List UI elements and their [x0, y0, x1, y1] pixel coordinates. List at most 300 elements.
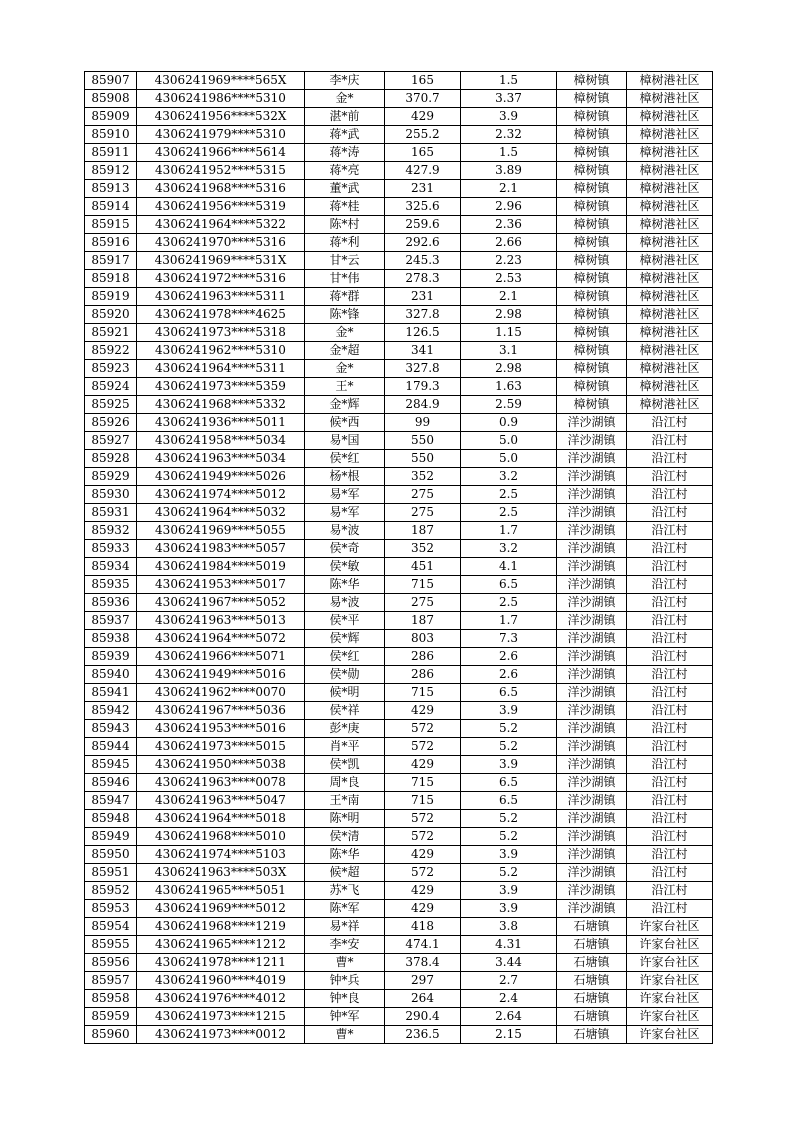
- area-cell: 2.6: [461, 648, 557, 666]
- town-cell: 洋沙湖镇: [557, 702, 627, 720]
- amount-cell: 275: [385, 504, 461, 522]
- name-cell: 甘*云: [305, 252, 385, 270]
- table-row: [85, 90, 713, 108]
- town-cell: 洋沙湖镇: [557, 720, 627, 738]
- name-cell: 易*军: [305, 486, 385, 504]
- community-cell: 沿江村: [627, 774, 713, 792]
- amount-cell: 286: [385, 666, 461, 684]
- serial-number-cell: 85939: [85, 648, 137, 666]
- community-cell: 沿江村: [627, 630, 713, 648]
- serial-number-cell: 85912: [85, 162, 137, 180]
- table-row: [85, 414, 713, 432]
- amount-cell: 803: [385, 630, 461, 648]
- town-cell: 洋沙湖镇: [557, 468, 627, 486]
- serial-number-cell: 85948: [85, 810, 137, 828]
- name-cell: 苏*飞: [305, 882, 385, 900]
- name-cell: 钟*军: [305, 1008, 385, 1026]
- community-cell: 樟树港社区: [627, 198, 713, 216]
- town-cell: 石塘镇: [557, 1026, 627, 1044]
- town-cell: 石塘镇: [557, 1008, 627, 1026]
- area-cell: 3.8: [461, 918, 557, 936]
- town-cell: 樟树镇: [557, 216, 627, 234]
- serial-number-cell: 85946: [85, 774, 137, 792]
- serial-number-cell: 85922: [85, 342, 137, 360]
- serial-number-cell: 85957: [85, 972, 137, 990]
- community-cell: 沿江村: [627, 666, 713, 684]
- table-row: [85, 324, 713, 342]
- table-row: [85, 270, 713, 288]
- area-cell: 2.59: [461, 396, 557, 414]
- serial-number-cell: 85930: [85, 486, 137, 504]
- serial-number-cell: 85907: [85, 72, 137, 90]
- name-cell: 周*良: [305, 774, 385, 792]
- amount-cell: 427.9: [385, 162, 461, 180]
- community-cell: 沿江村: [627, 486, 713, 504]
- amount-cell: 259.6: [385, 216, 461, 234]
- table-row: [85, 288, 713, 306]
- area-cell: 2.98: [461, 360, 557, 378]
- records-table: [84, 71, 713, 1044]
- town-cell: 洋沙湖镇: [557, 756, 627, 774]
- name-cell: 董*武: [305, 180, 385, 198]
- id-number-cell: 4306241963****5034: [137, 450, 305, 468]
- area-cell: 1.5: [461, 144, 557, 162]
- table-row: [85, 198, 713, 216]
- id-number-cell: 4306241949****5016: [137, 666, 305, 684]
- town-cell: 洋沙湖镇: [557, 666, 627, 684]
- amount-cell: 231: [385, 180, 461, 198]
- amount-cell: 284.9: [385, 396, 461, 414]
- amount-cell: 550: [385, 450, 461, 468]
- name-cell: 杨*根: [305, 468, 385, 486]
- area-cell: 3.9: [461, 882, 557, 900]
- community-cell: 樟树港社区: [627, 378, 713, 396]
- name-cell: 蒋*利: [305, 234, 385, 252]
- area-cell: 7.3: [461, 630, 557, 648]
- name-cell: 彭*庚: [305, 720, 385, 738]
- serial-number-cell: 85949: [85, 828, 137, 846]
- name-cell: 李*安: [305, 936, 385, 954]
- area-cell: 0.9: [461, 414, 557, 432]
- id-number-cell: 4306241956****5319: [137, 198, 305, 216]
- id-number-cell: 4306241974****5103: [137, 846, 305, 864]
- id-number-cell: 4306241978****4625: [137, 306, 305, 324]
- name-cell: 李*庆: [305, 72, 385, 90]
- amount-cell: 286: [385, 648, 461, 666]
- community-cell: 沿江村: [627, 756, 713, 774]
- town-cell: 石塘镇: [557, 990, 627, 1008]
- name-cell: 蒋*武: [305, 126, 385, 144]
- serial-number-cell: 85919: [85, 288, 137, 306]
- community-cell: 沿江村: [627, 504, 713, 522]
- area-cell: 3.9: [461, 846, 557, 864]
- id-number-cell: 4306241964****5311: [137, 360, 305, 378]
- name-cell: 钟*兵: [305, 972, 385, 990]
- id-number-cell: 4306241968****5010: [137, 828, 305, 846]
- amount-cell: 572: [385, 738, 461, 756]
- name-cell: 陈*华: [305, 576, 385, 594]
- table-row: [85, 144, 713, 162]
- area-cell: 3.89: [461, 162, 557, 180]
- serial-number-cell: 85937: [85, 612, 137, 630]
- id-number-cell: 4306241972****5316: [137, 270, 305, 288]
- serial-number-cell: 85927: [85, 432, 137, 450]
- table-row: [85, 900, 713, 918]
- table-row: [85, 180, 713, 198]
- table-row: [85, 126, 713, 144]
- town-cell: 樟树镇: [557, 108, 627, 126]
- area-cell: 5.2: [461, 864, 557, 882]
- town-cell: 洋沙湖镇: [557, 486, 627, 504]
- name-cell: 金*辉: [305, 396, 385, 414]
- serial-number-cell: 85925: [85, 396, 137, 414]
- community-cell: 樟树港社区: [627, 396, 713, 414]
- area-cell: 5.2: [461, 810, 557, 828]
- area-cell: 6.5: [461, 684, 557, 702]
- name-cell: 甘*伟: [305, 270, 385, 288]
- area-cell: 6.5: [461, 576, 557, 594]
- community-cell: 樟树港社区: [627, 72, 713, 90]
- town-cell: 洋沙湖镇: [557, 774, 627, 792]
- name-cell: 金*: [305, 90, 385, 108]
- area-cell: 2.96: [461, 198, 557, 216]
- id-number-cell: 4306241960****4019: [137, 972, 305, 990]
- area-cell: 2.98: [461, 306, 557, 324]
- community-cell: 沿江村: [627, 684, 713, 702]
- serial-number-cell: 85941: [85, 684, 137, 702]
- town-cell: 樟树镇: [557, 234, 627, 252]
- town-cell: 洋沙湖镇: [557, 648, 627, 666]
- town-cell: 洋沙湖镇: [557, 630, 627, 648]
- town-cell: 洋沙湖镇: [557, 810, 627, 828]
- table-row: [85, 594, 713, 612]
- amount-cell: 715: [385, 684, 461, 702]
- table-row: [85, 990, 713, 1008]
- name-cell: 侯*凯: [305, 756, 385, 774]
- table-row: [85, 72, 713, 90]
- id-number-cell: 4306241970****5316: [137, 234, 305, 252]
- table-row: [85, 828, 713, 846]
- area-cell: 1.7: [461, 522, 557, 540]
- id-number-cell: 4306241963****503X: [137, 864, 305, 882]
- table-row: [85, 252, 713, 270]
- table-row: [85, 738, 713, 756]
- serial-number-cell: 85931: [85, 504, 137, 522]
- serial-number-cell: 85908: [85, 90, 137, 108]
- town-cell: 樟树镇: [557, 324, 627, 342]
- community-cell: 樟树港社区: [627, 342, 713, 360]
- name-cell: 湛*前: [305, 108, 385, 126]
- id-number-cell: 4306241986****5310: [137, 90, 305, 108]
- area-cell: 1.5: [461, 72, 557, 90]
- amount-cell: 231: [385, 288, 461, 306]
- serial-number-cell: 85934: [85, 558, 137, 576]
- name-cell: 肖*平: [305, 738, 385, 756]
- town-cell: 樟树镇: [557, 270, 627, 288]
- name-cell: 陈*华: [305, 846, 385, 864]
- town-cell: 樟树镇: [557, 144, 627, 162]
- table-row: [85, 972, 713, 990]
- id-number-cell: 4306241963****5311: [137, 288, 305, 306]
- community-cell: 樟树港社区: [627, 324, 713, 342]
- serial-number-cell: 85914: [85, 198, 137, 216]
- town-cell: 洋沙湖镇: [557, 522, 627, 540]
- community-cell: 沿江村: [627, 648, 713, 666]
- name-cell: 陈*明: [305, 810, 385, 828]
- table-row: [85, 774, 713, 792]
- area-cell: 1.7: [461, 612, 557, 630]
- table-row: [85, 882, 713, 900]
- id-number-cell: 4306241973****5015: [137, 738, 305, 756]
- town-cell: 洋沙湖镇: [557, 450, 627, 468]
- community-cell: 樟树港社区: [627, 270, 713, 288]
- community-cell: 沿江村: [627, 414, 713, 432]
- name-cell: 侯*奇: [305, 540, 385, 558]
- id-number-cell: 4306241969****531X: [137, 252, 305, 270]
- town-cell: 樟树镇: [557, 180, 627, 198]
- town-cell: 樟树镇: [557, 198, 627, 216]
- serial-number-cell: 85916: [85, 234, 137, 252]
- amount-cell: 429: [385, 900, 461, 918]
- serial-number-cell: 85955: [85, 936, 137, 954]
- community-cell: 樟树港社区: [627, 180, 713, 198]
- amount-cell: 429: [385, 756, 461, 774]
- area-cell: 3.9: [461, 756, 557, 774]
- amount-cell: 99: [385, 414, 461, 432]
- serial-number-cell: 85924: [85, 378, 137, 396]
- table-row: [85, 432, 713, 450]
- community-cell: 沿江村: [627, 828, 713, 846]
- amount-cell: 179.3: [385, 378, 461, 396]
- area-cell: 3.2: [461, 468, 557, 486]
- serial-number-cell: 85947: [85, 792, 137, 810]
- serial-number-cell: 85933: [85, 540, 137, 558]
- table-row: [85, 864, 713, 882]
- serial-number-cell: 85953: [85, 900, 137, 918]
- community-cell: 沿江村: [627, 576, 713, 594]
- town-cell: 洋沙湖镇: [557, 594, 627, 612]
- town-cell: 洋沙湖镇: [557, 846, 627, 864]
- serial-number-cell: 85932: [85, 522, 137, 540]
- id-number-cell: 4306241964****5032: [137, 504, 305, 522]
- table-row: [85, 702, 713, 720]
- amount-cell: 255.2: [385, 126, 461, 144]
- amount-cell: 275: [385, 486, 461, 504]
- amount-cell: 451: [385, 558, 461, 576]
- amount-cell: 275: [385, 594, 461, 612]
- name-cell: 陈*军: [305, 900, 385, 918]
- amount-cell: 715: [385, 792, 461, 810]
- id-number-cell: 4306241965****5051: [137, 882, 305, 900]
- area-cell: 2.36: [461, 216, 557, 234]
- serial-number-cell: 85958: [85, 990, 137, 1008]
- table-row: [85, 558, 713, 576]
- serial-number-cell: 85926: [85, 414, 137, 432]
- table-row: [85, 630, 713, 648]
- serial-number-cell: 85940: [85, 666, 137, 684]
- amount-cell: 418: [385, 918, 461, 936]
- id-number-cell: 4306241969****565X: [137, 72, 305, 90]
- id-number-cell: 4306241964****5018: [137, 810, 305, 828]
- name-cell: 易*国: [305, 432, 385, 450]
- id-number-cell: 4306241963****5013: [137, 612, 305, 630]
- amount-cell: 126.5: [385, 324, 461, 342]
- community-cell: 许家台社区: [627, 1008, 713, 1026]
- area-cell: 2.64: [461, 1008, 557, 1026]
- serial-number-cell: 85910: [85, 126, 137, 144]
- name-cell: 侯*辉: [305, 630, 385, 648]
- area-cell: 4.1: [461, 558, 557, 576]
- name-cell: 金*超: [305, 342, 385, 360]
- serial-number-cell: 85951: [85, 864, 137, 882]
- table-row: [85, 468, 713, 486]
- community-cell: 沿江村: [627, 594, 713, 612]
- serial-number-cell: 85913: [85, 180, 137, 198]
- id-number-cell: 4306241978****1211: [137, 954, 305, 972]
- table-row: [85, 486, 713, 504]
- town-cell: 洋沙湖镇: [557, 432, 627, 450]
- amount-cell: 297: [385, 972, 461, 990]
- name-cell: 蒋*群: [305, 288, 385, 306]
- community-cell: 沿江村: [627, 900, 713, 918]
- id-number-cell: 4306241984****5019: [137, 558, 305, 576]
- id-number-cell: 4306241966****5614: [137, 144, 305, 162]
- serial-number-cell: 85918: [85, 270, 137, 288]
- community-cell: 许家台社区: [627, 936, 713, 954]
- community-cell: 樟树港社区: [627, 306, 713, 324]
- community-cell: 樟树港社区: [627, 288, 713, 306]
- serial-number-cell: 85920: [85, 306, 137, 324]
- table-row: [85, 936, 713, 954]
- id-number-cell: 4306241974****5012: [137, 486, 305, 504]
- town-cell: 洋沙湖镇: [557, 540, 627, 558]
- table-row: [85, 756, 713, 774]
- amount-cell: 341: [385, 342, 461, 360]
- area-cell: 2.32: [461, 126, 557, 144]
- name-cell: 王*: [305, 378, 385, 396]
- table-row: [85, 540, 713, 558]
- serial-number-cell: 85911: [85, 144, 137, 162]
- community-cell: 许家台社区: [627, 1026, 713, 1044]
- table-row: [85, 810, 713, 828]
- serial-number-cell: 85959: [85, 1008, 137, 1026]
- name-cell: 蒋*涛: [305, 144, 385, 162]
- table-row: [85, 918, 713, 936]
- amount-cell: 187: [385, 612, 461, 630]
- town-cell: 洋沙湖镇: [557, 612, 627, 630]
- community-cell: 许家台社区: [627, 918, 713, 936]
- table-row: [85, 720, 713, 738]
- area-cell: 5.0: [461, 450, 557, 468]
- table-row: [85, 504, 713, 522]
- community-cell: 樟树港社区: [627, 108, 713, 126]
- id-number-cell: 4306241968****5332: [137, 396, 305, 414]
- name-cell: 陈*锋: [305, 306, 385, 324]
- id-number-cell: 4306241962****0070: [137, 684, 305, 702]
- amount-cell: 290.4: [385, 1008, 461, 1026]
- id-number-cell: 4306241962****5310: [137, 342, 305, 360]
- community-cell: 沿江村: [627, 882, 713, 900]
- table-row: [85, 378, 713, 396]
- area-cell: 2.1: [461, 180, 557, 198]
- serial-number-cell: 85960: [85, 1026, 137, 1044]
- name-cell: 侯*红: [305, 450, 385, 468]
- community-cell: 沿江村: [627, 612, 713, 630]
- name-cell: 侯*红: [305, 648, 385, 666]
- area-cell: 5.2: [461, 828, 557, 846]
- community-cell: 樟树港社区: [627, 360, 713, 378]
- town-cell: 樟树镇: [557, 360, 627, 378]
- community-cell: 许家台社区: [627, 990, 713, 1008]
- id-number-cell: 4306241976****4012: [137, 990, 305, 1008]
- table-row: [85, 108, 713, 126]
- area-cell: 2.23: [461, 252, 557, 270]
- amount-cell: 352: [385, 540, 461, 558]
- amount-cell: 165: [385, 72, 461, 90]
- id-number-cell: 4306241973****1215: [137, 1008, 305, 1026]
- table-row: [85, 684, 713, 702]
- name-cell: 易*波: [305, 594, 385, 612]
- amount-cell: 550: [385, 432, 461, 450]
- town-cell: 樟树镇: [557, 288, 627, 306]
- community-cell: 沿江村: [627, 540, 713, 558]
- name-cell: 易*祥: [305, 918, 385, 936]
- town-cell: 洋沙湖镇: [557, 900, 627, 918]
- community-cell: 沿江村: [627, 864, 713, 882]
- table-row: [85, 396, 713, 414]
- serial-number-cell: 85935: [85, 576, 137, 594]
- area-cell: 3.9: [461, 900, 557, 918]
- name-cell: 钟*良: [305, 990, 385, 1008]
- name-cell: 侯*祥: [305, 702, 385, 720]
- amount-cell: 474.1: [385, 936, 461, 954]
- amount-cell: 327.8: [385, 306, 461, 324]
- id-number-cell: 4306241966****5071: [137, 648, 305, 666]
- table-row: [85, 450, 713, 468]
- amount-cell: 572: [385, 720, 461, 738]
- amount-cell: 278.3: [385, 270, 461, 288]
- id-number-cell: 4306241973****0012: [137, 1026, 305, 1044]
- town-cell: 樟树镇: [557, 342, 627, 360]
- town-cell: 洋沙湖镇: [557, 792, 627, 810]
- id-number-cell: 4306241973****5359: [137, 378, 305, 396]
- id-number-cell: 4306241968****5316: [137, 180, 305, 198]
- town-cell: 洋沙湖镇: [557, 414, 627, 432]
- town-cell: 洋沙湖镇: [557, 504, 627, 522]
- community-cell: 樟树港社区: [627, 144, 713, 162]
- area-cell: 5.2: [461, 720, 557, 738]
- table-row: [85, 846, 713, 864]
- town-cell: 洋沙湖镇: [557, 558, 627, 576]
- area-cell: 2.5: [461, 594, 557, 612]
- id-number-cell: 4306241949****5026: [137, 468, 305, 486]
- town-cell: 洋沙湖镇: [557, 576, 627, 594]
- area-cell: 2.4: [461, 990, 557, 1008]
- id-number-cell: 4306241950****5038: [137, 756, 305, 774]
- name-cell: 金*: [305, 324, 385, 342]
- community-cell: 沿江村: [627, 450, 713, 468]
- name-cell: 候*明: [305, 684, 385, 702]
- area-cell: 1.63: [461, 378, 557, 396]
- community-cell: 樟树港社区: [627, 234, 713, 252]
- serial-number-cell: 85915: [85, 216, 137, 234]
- name-cell: 蒋*桂: [305, 198, 385, 216]
- amount-cell: 327.8: [385, 360, 461, 378]
- community-cell: 樟树港社区: [627, 252, 713, 270]
- town-cell: 樟树镇: [557, 126, 627, 144]
- id-number-cell: 4306241963****5047: [137, 792, 305, 810]
- id-number-cell: 4306241964****5322: [137, 216, 305, 234]
